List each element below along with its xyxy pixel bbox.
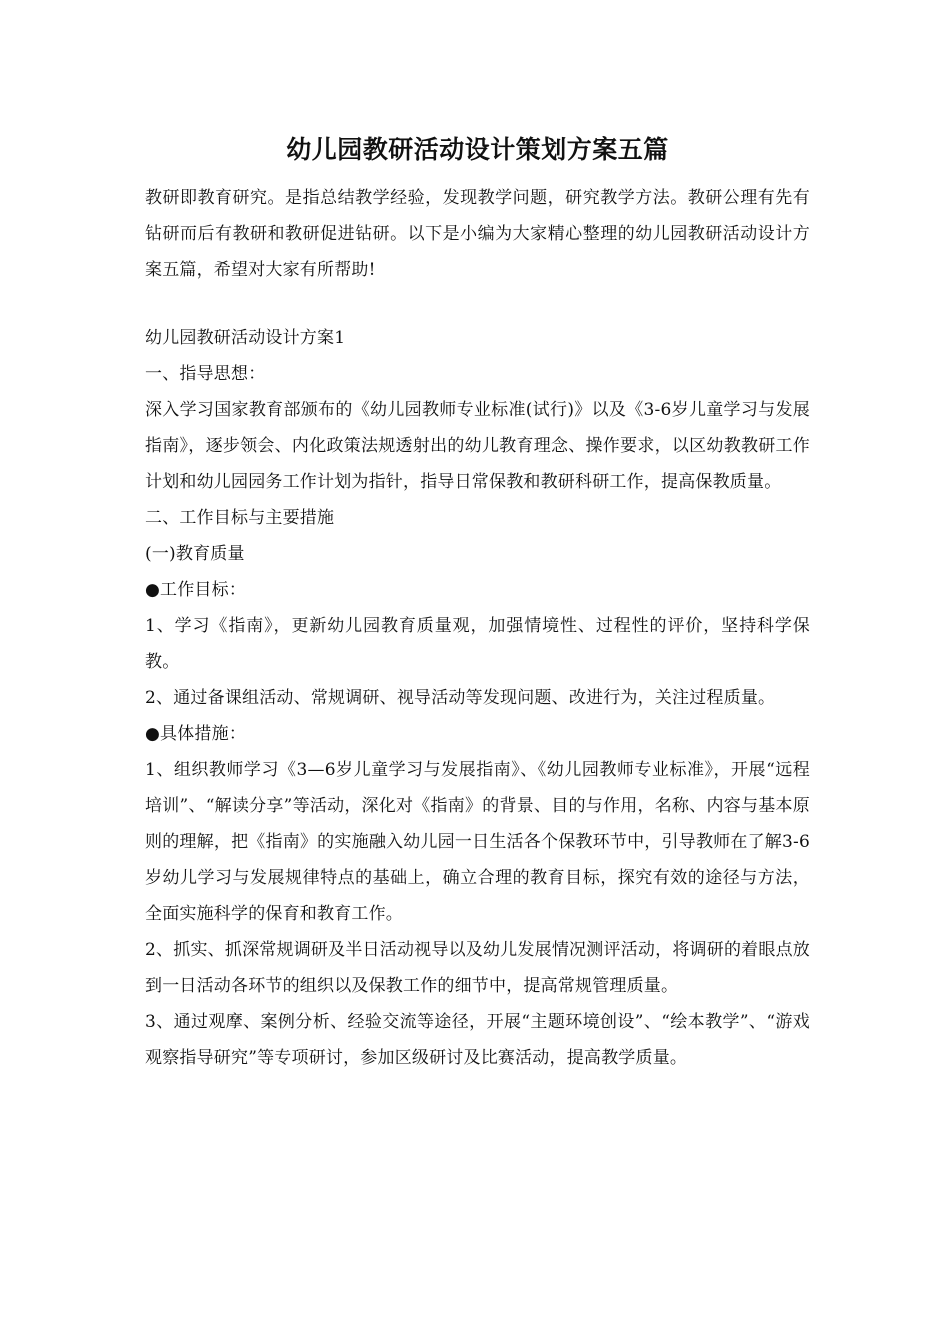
measures-label: ●具体措施：	[145, 724, 247, 744]
measure-item-3: 3、通过观摩、案例分析、经验交流等途径，开展“主题环境创设”、“绘本教学”、“游戏观察指导研究”等专项研讨，参加区级研讨及比赛活动，提高教学质量。	[145, 1012, 810, 1068]
measure-item-2: 2、抓实、抓深常规调研及半日活动视导以及幼儿发展情况测评活动，将调研的着眼点放到一日活动各环节的组织以及保教工作的细节中，提高常规管理质量。	[145, 940, 810, 996]
work-goal-label: ●工作目标：	[145, 580, 247, 600]
goal-item-2: 2、通过备课组活动、常规调研、视导活动等发现问题、改进行为，关注过程质量。	[145, 688, 776, 708]
section-title: 幼儿园教研活动设计方案1	[145, 328, 346, 348]
goals-heading: 二、工作目标与主要措施	[145, 508, 335, 528]
guiding-paragraph: 深入学习国家教育部颁布的《幼儿园教师专业标准(试行)》以及《3-6岁儿童学习与发展指南》，逐步领会、内化政策法规透射出的幼儿教育理念、操作要求，以区幼教教研工作计划和幼儿园园务工作计划为指针，指导日常保教和教研科研工作，提高保教质量。	[145, 400, 810, 492]
document-title: 幼儿园教研活动设计策划方案五篇	[286, 135, 669, 164]
goal-item-1: 1、学习《指南》，更新幼儿园教育质量观，加强情境性、过程性的评价，坚持科学保教。	[145, 616, 810, 672]
paragraph-gap	[145, 288, 810, 320]
measure-item-1: 1、组织教师学习《3—6岁儿童学习与发展指南》、《幼儿园教师专业标准》，开展“远程培训”、“解读分享”等活动，深化对《指南》的背景、目的与作用，名称、内容与基本原则的理解，把《指南》的实施融入幼儿园一日生活各个保教环节中，引导教师在了解3-6岁幼儿学习与发展规律特点的基础上，确立合理的教育目标，探究有效的途径与方法，全面实施科学的保育和教育工作。	[145, 760, 810, 924]
guiding-heading: 一、指导思想：	[145, 364, 266, 384]
quality-heading: (一)教育质量	[145, 544, 245, 564]
intro-paragraph: 教研即教育研究。是指总结教学经验，发现教学问题，研究教学方法。教研公理有先有钻研而后有教研和教研促进钻研。以下是小编为大家精心整理的幼儿园教研活动设计方案五篇，希望对大家有所帮助!	[145, 188, 810, 280]
document-body	[145, 128, 810, 1076]
